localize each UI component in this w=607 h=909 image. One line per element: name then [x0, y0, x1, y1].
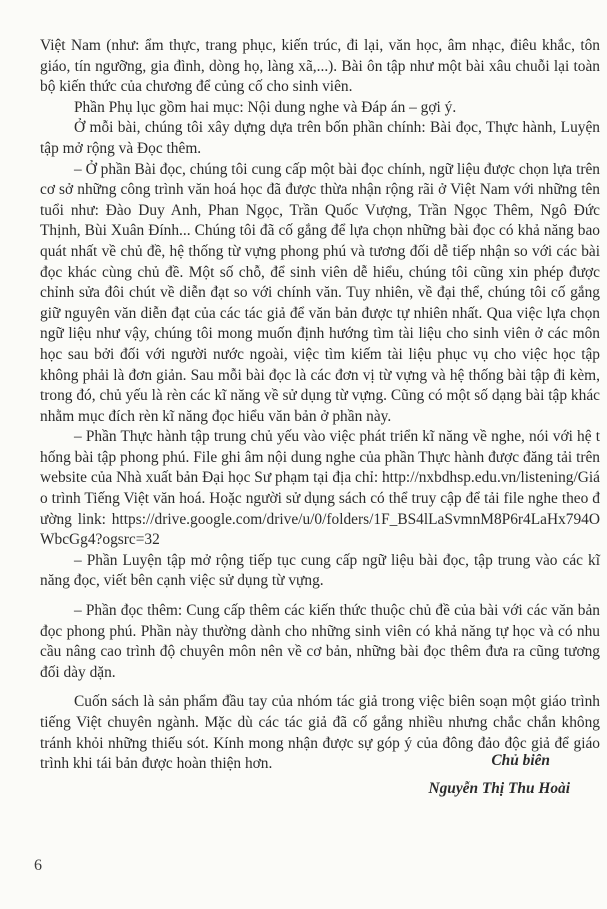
signature-title: Chủ biên	[491, 752, 550, 769]
paragraph-extended-practice: – Phần Luyện tập mở rộng tiếp tục cung cấp ngữ liệu bài đọc, tập trung vào các kĩ năng đọc, viết bên cạnh việc sử dụng từ vựng.	[40, 551, 600, 590]
paragraph-appendix: Phần Phụ lục gồm hai mục: Nội dung nghe và Đáp án – gợi ý.	[74, 98, 457, 116]
body-text	[40, 36, 600, 775]
signature-block	[428, 747, 570, 803]
paragraph-practice: – Phần Thực hành tập trung chủ yếu vào việc phát triển kĩ năng về nghe, nói với hệ thống bài tập phong phú. File ghi âm nội dung nghe của phần Thực hành được đăng tải trên website của Nhà xuất bản Đại học Sư phạm tại địa chỉ: http://nxbdhsp.edu.vn/listening/Giáo trình Tiếng Việt văn hoá. Hoặc người sử dụng sách có thể truy cập để tải file nghe theo đường link: https://drive.google.com/drive/u/0/folders/1F_BS4lLaSvmnM8P6r4LaHx794OWbcGg4?ogsrc=32	[40, 428, 600, 549]
paragraph-reading: – Ở phần Bài đọc, chúng tôi cung cấp một bài đọc chính, ngữ liệu được chọn lựa trên cơ sở những công trình văn hoá học đã được thừa nhận rộng rãi ở Việt Nam với những tên tuổi như: Đào Duy Anh, Phan Ngọc, Trần Quốc Vượng, Trần Ngọc Thêm, Ngô Đức Thịnh, Bùi Xuân Đính... Chúng tôi đã cố gắng để lựa chọn những bài đọc có khả năng bao quát nhất về chủ đề, hệ thống từ vựng phong phú và tương đối dễ tiếp nhận so với các bài đọc khác cùng chủ đề. Một số chỗ, để sinh viên dễ hiểu, chúng tôi cũng xin phép được chỉnh sửa đôi chút về diễn đạt so với chính văn. Tuy nhiên, về đại thể, chúng tôi cố gắng giữ nguyên văn diễn đạt của các tác giả để văn bản được tự nhiên nhất. Qua việc lựa chọn ngữ liệu như vậy, chúng tôi mong muốn định hướng tìm tài liệu cho sinh viên ở các môn học sau bởi đối với người nước ngoài, việc tìm kiếm tài liệu phục vụ cho việc học tập không phải là đơn giản. Sau mỗi bài đọc là các đơn vị từ vựng và hệ thống bài tập đi kèm, trong đó, chủ yếu là rèn các kĩ năng về sử dụng từ vựng. Cũng có một số dạng bài tập khác nhằm mục đích rèn kĩ năng đọc hiểu văn bản ở phần này.	[40, 160, 600, 425]
page-number: 6	[34, 857, 42, 874]
paragraph-lesson-structure: Ở mỗi bài, chúng tôi xây dựng dựa trên bốn phần chính: Bài đọc, Thực hành, Luyện tập mở rộng và Đọc thêm.	[40, 119, 600, 157]
paragraph-intro-continuation: Việt Nam (như: ẩm thực, trang phục, kiến trúc, đi lại, văn học, âm nhạc, điêu khắc, tôn giáo, tín ngưỡng, gia đình, dòng họ, làng xã,...). Bài ôn tập như một bài xâu chuỗi lại toàn bộ kiến thức của chương để củng cố cho sinh viên.	[40, 37, 600, 96]
paragraph-further-reading: – Phần đọc thêm: Cung cấp thêm các kiến thức thuộc chủ đề của bài với các văn bản đọc phong phú. Phần này thường dành cho những sinh viên có khả năng tự học và có nhu cầu nâng cao trình độ chuyên môn nên về cơ bản, những bài đọc thêm đưa ra cũng tương đối dày dặn.	[40, 602, 600, 681]
signature-name: Nguyễn Thị Thu Hoài	[428, 780, 570, 797]
paragraph-closing: Cuốn sách là sản phẩm đầu tay của nhóm tác giả trong việc biên soạn một giáo trình tiếng Việt chuyên ngành. Mặc dù các tác giả đã cố gắng nhiều nhưng chắc chắn không tránh khỏi những thiếu sót. Kính mong nhận được sự góp ý của đông đảo độc giả để giáo trình khi tái bản được hoàn thiện hơn.	[40, 693, 600, 773]
